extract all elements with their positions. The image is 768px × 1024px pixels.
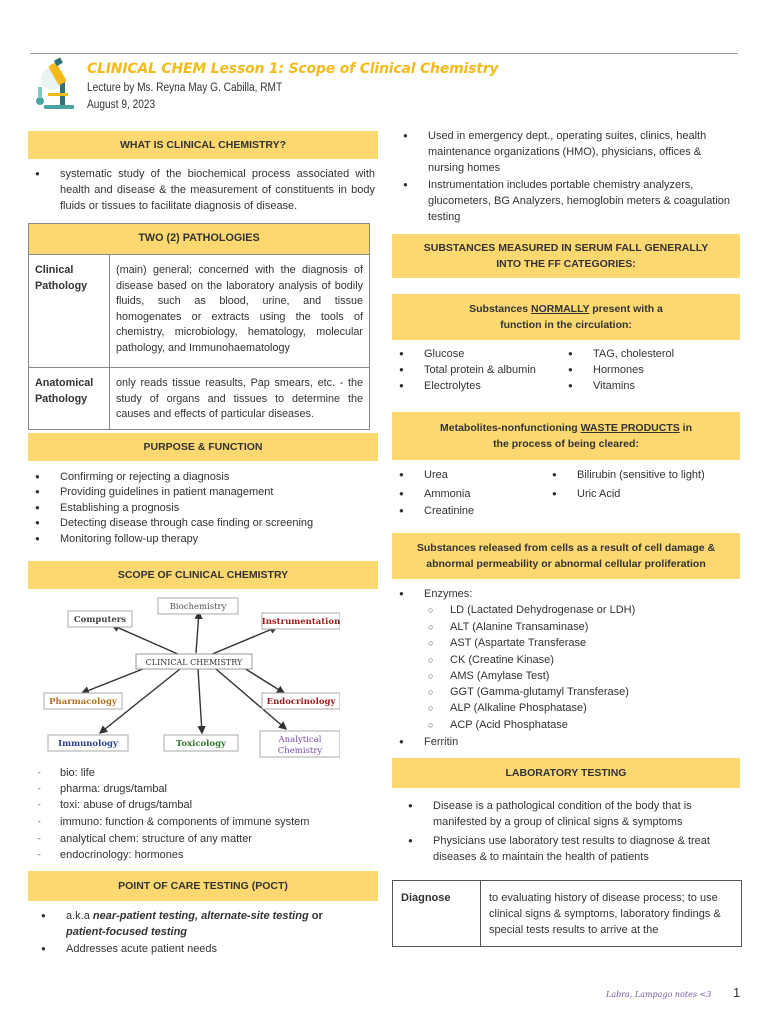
purpose-item: ● Providing guidelines in patient management [60, 484, 273, 500]
enzymes-label: ● Enzymes: [424, 586, 472, 602]
what-is-definition: ● systematic study of the biochemical process associated with health and disease & the measurement of constituents in body fluids or tissues to facilitate diagnosis of disease. [60, 166, 375, 214]
lab-table-text: to evaluating history of disease process; to use clinical signs & symptoms, laboratory findings & special tests results to arrive at the [481, 881, 742, 947]
pathology-text: only reads tissue reasults, Pap smears, etc. - the study of organs and tissues to determine the causes and effects of particular diseases. [110, 368, 370, 430]
header-rule [30, 53, 738, 54]
normal-pre: Substances [469, 302, 531, 315]
poct-aka-terms: near-patient testing, alternate-site testing [92, 910, 309, 922]
pathologies-table [28, 223, 370, 430]
enzyme-item: ○ GGT (Gamma-glutamyl Transferase) [450, 684, 629, 700]
enzyme-item: ○ LD (Lactated Dehydrogenase or LDH) [450, 602, 635, 618]
normal-item: ● Hormones [593, 362, 644, 378]
waste-item: ● Ammonia [424, 486, 470, 502]
scope-diagram [40, 597, 340, 759]
purpose-item: ● Establishing a prognosis [60, 500, 179, 516]
poct-aka-prefix: a.k.a [66, 910, 93, 922]
scope-note: - toxi: abuse of drugs/tambal [60, 797, 192, 813]
purpose-item: ● Detecting disease through case finding or screening [60, 515, 313, 531]
lab-testing-item: ● Disease is a pathological condition of the body that is manifested by a group of clinical signs & symptoms [433, 798, 738, 830]
scope-heading: SCOPE OF CLINICAL CHEMISTRY [28, 561, 378, 589]
substances-heading-line: SUBSTANCES MEASURED IN SERUM FALL GENERALLY [423, 241, 709, 254]
normal-item: ● TAG, cholesterol [593, 346, 674, 362]
waste-item: ● Uric Acid [577, 486, 620, 502]
what-is-heading: WHAT IS CLINICAL CHEMISTRY? [28, 131, 378, 159]
date-line: August 9, 2023 [87, 99, 156, 111]
normal-item: ● Electrolytes [424, 378, 481, 394]
lab-table-label: Diagnose [393, 881, 481, 947]
normal-item: ● Glucose [424, 346, 464, 362]
waste-post: in [679, 421, 692, 434]
waste-heading [392, 412, 740, 460]
pathologies-heading: TWO (2) PATHOLOGIES [29, 224, 370, 255]
lecturer-line: Lecture by Ms. Reyna May G. Cabilla, RMT [87, 82, 283, 94]
released-line1: Substances released from cells as a result of cell damage & [416, 541, 716, 554]
purpose-item: ● Monitoring follow-up therapy [60, 531, 198, 547]
page-number: 1 [733, 985, 741, 1000]
purpose-heading: PURPOSE & FUNCTION [28, 433, 378, 461]
node-analytical: Analytical [278, 735, 322, 745]
node-endocrinology: Endocrinology [266, 697, 336, 707]
node-chemistry: Chemistry [277, 746, 323, 756]
waste-item: ● Creatinine [424, 503, 474, 519]
node-instrumentation: Instrumentation [261, 617, 340, 627]
node-immunology: Immunology [58, 739, 118, 749]
node-computers: Computers [73, 615, 127, 625]
purpose-item: ● Confirming or rejecting a diagnosis [60, 469, 229, 485]
node-pharmacology: Pharmacology [49, 697, 117, 707]
scope-note: - analytical chem: structure of any matter [60, 831, 252, 847]
poct-aka [66, 908, 366, 940]
lab-testing-heading: LABORATORY TESTING [392, 758, 740, 788]
poct-item: ● Addresses acute patient needs [66, 941, 217, 957]
normal-post: present with a [589, 302, 663, 315]
ferritin-item: ● Ferritin [424, 734, 458, 750]
waste-pre: Metabolites-nonfunctioning [440, 421, 581, 434]
waste-item: ● Urea [424, 467, 448, 483]
enzyme-item: ○ ALT (Alanine Transaminase) [450, 619, 588, 635]
microscope-icon [34, 57, 82, 111]
node-toxicology: Toxicology [176, 739, 226, 749]
scope-note: - immuno: function & components of immune system [60, 814, 309, 830]
released-heading [392, 533, 740, 579]
poct-use-item: ● Used in emergency dept., operating suites, clinics, health maintenance organizations (HMO), physicians, offices & nursing homes [428, 128, 740, 176]
poct-use-item: ● Instrumentation includes portable chemistry analyzers, glucometers, BG Analyzers, hemoglobin meters & coagulation testing [428, 177, 740, 225]
poct-aka-or: or [308, 910, 323, 922]
scope-note: - endocrinology: hormones [60, 847, 184, 863]
enzyme-item: ○ CK (Creatine Kinase) [450, 652, 554, 668]
enzyme-item: ○ AST (Aspartate Transferase [450, 635, 586, 651]
substances-heading-line: INTO THE FF CATEGORIES: [496, 258, 636, 270]
waste-emph: WASTE PRODUCTS [580, 421, 680, 434]
normal-line2: function in the circulation: [500, 319, 632, 331]
node-biochemistry: Biochemistry [169, 602, 227, 612]
scope-note: - bio: life [60, 765, 95, 781]
enzyme-item: ○ ALP (Alkaline Phosphatase) [450, 700, 587, 716]
enzyme-item: ○ AMS (Amylase Test) [450, 668, 549, 684]
substances-heading [392, 234, 740, 278]
enzyme-item: ○ ACP (Acid Phosphatase [450, 717, 568, 733]
waste-item: ● Bilirubin (sensitive to light) [577, 467, 705, 483]
footer-note: Labra, Lampago notes <3 [606, 990, 712, 999]
normal-heading [392, 294, 740, 340]
poct-aka-terms: patient-focused testing [66, 926, 188, 938]
scope-note: - pharma: drugs/tambal [60, 781, 167, 797]
pathology-text: (main) general; concerned with the diagnosis of disease based on the laboratory analysis of bodily fluids, such as blood, urine, and tissue homogenates or extracts using the tools of chemistry, microbiology, hematology, molecular pathology, and Immunohaematology [110, 255, 370, 368]
poct-heading: POINT OF CARE TESTING (POCT) [28, 871, 378, 901]
node-center: CLINICAL CHEMISTRY [145, 658, 243, 667]
lab-testing-table [392, 880, 742, 947]
lab-testing-item: ● Physicians use laboratory test results to diagnose & treat diseases & to maintain the health of patients [433, 833, 738, 865]
normal-emph: NORMALLY [531, 302, 590, 315]
normal-item: ● Vitamins [593, 378, 635, 394]
pathology-label: Clinical Pathology [29, 255, 110, 368]
released-line2: abnormal permeability or abnormal cellular proliferation [426, 558, 706, 570]
waste-line2: the process of being cleared: [493, 438, 639, 450]
page-title: CLINICAL CHEM Lesson 1: Scope of Clinical Chemistry [87, 61, 499, 77]
pathology-label: Anatomical Pathology [29, 368, 110, 430]
normal-item: ● Total protein & albumin [424, 362, 536, 378]
